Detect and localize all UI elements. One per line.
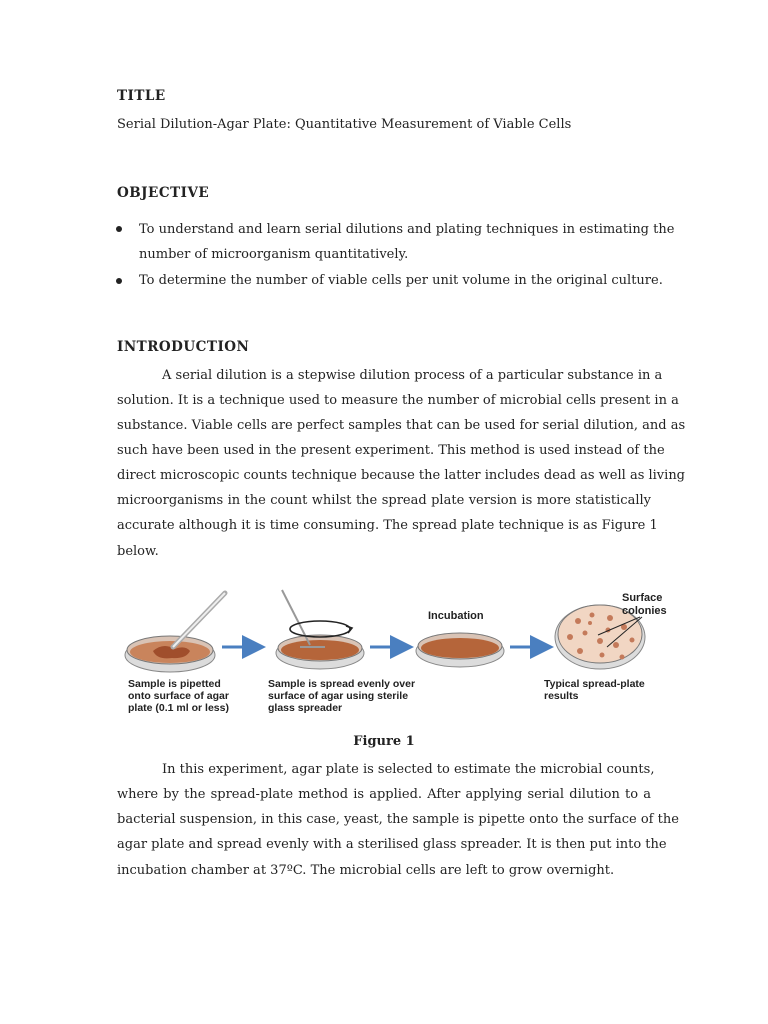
agar-plate-icon [276, 635, 364, 669]
intro-line: microorganisms in the count whilst the spread plate version is more statistically [117, 493, 651, 508]
bullet-icon [116, 226, 122, 232]
intro-line: solution. It is a technique used to measure the number of microbial cells present in a [117, 393, 679, 408]
pipette-icon [173, 593, 225, 647]
intro-line: substance. Viable cells are perfect samples that can be used for serial dilution, and as [117, 418, 686, 433]
agar-plate-icon [125, 636, 215, 672]
objective-2-line-1: To determine the number of viable cells per unit volume in the original culture. [139, 273, 663, 288]
title-heading: TITLE [117, 88, 166, 104]
intro-line: such have been used in the present experiment. This method is used instead of the [117, 443, 665, 458]
body-line: In this experiment, agar plate is selected to estimate the microbial counts, [162, 762, 655, 777]
surface-label: Surface [622, 592, 663, 604]
document-title: Serial Dilution-Agar Plate: Quantitative Measurement of Viable Cells [117, 117, 572, 132]
objective-1-line-2: number of microorganism quantitatively. [139, 247, 409, 262]
introduction-heading: INTRODUCTION [117, 339, 250, 355]
caption-step-2: Sample is spread evenly over surface of agar using sterile glass spreader [268, 678, 416, 714]
intro-line: below. [117, 544, 159, 559]
objective-1-line-1: To understand and learn serial dilutions and plating techniques in estimating the [139, 222, 675, 237]
body-line: where by the spread-plate method is applied. After applying serial dilution to a [117, 787, 651, 802]
figure-title: Figure 1 [353, 734, 415, 749]
body-line: agar plate and spread evenly with a sterilised glass spreader. It is then put into the [117, 837, 667, 852]
incubation-label: Incubation [428, 610, 484, 622]
objective-heading: OBJECTIVE [117, 185, 210, 201]
caption-step-1: Sample is pipetted onto surface of agar plate (0.1 ml or less) [128, 678, 229, 714]
body-line: incubation chamber at 37ºC. The microbial cells are left to grow overnight. [117, 863, 615, 878]
intro-line: accurate although it is time consuming. The spread plate technique is as Figure 1 [117, 518, 658, 533]
intro-line: A serial dilution is a stepwise dilution process of a particular substance in a [162, 368, 663, 383]
bullet-icon [116, 278, 122, 284]
body-line: bacterial suspension, in this case, yeast, the sample is pipette onto the surface of the [117, 812, 679, 827]
colonies-label: colonies [622, 605, 667, 617]
intro-line: direct microscopic counts technique because the latter includes dead as well as living [117, 468, 686, 483]
agar-plate-icon [416, 633, 504, 667]
caption-step-4: Typical spread-plate results [544, 678, 645, 702]
